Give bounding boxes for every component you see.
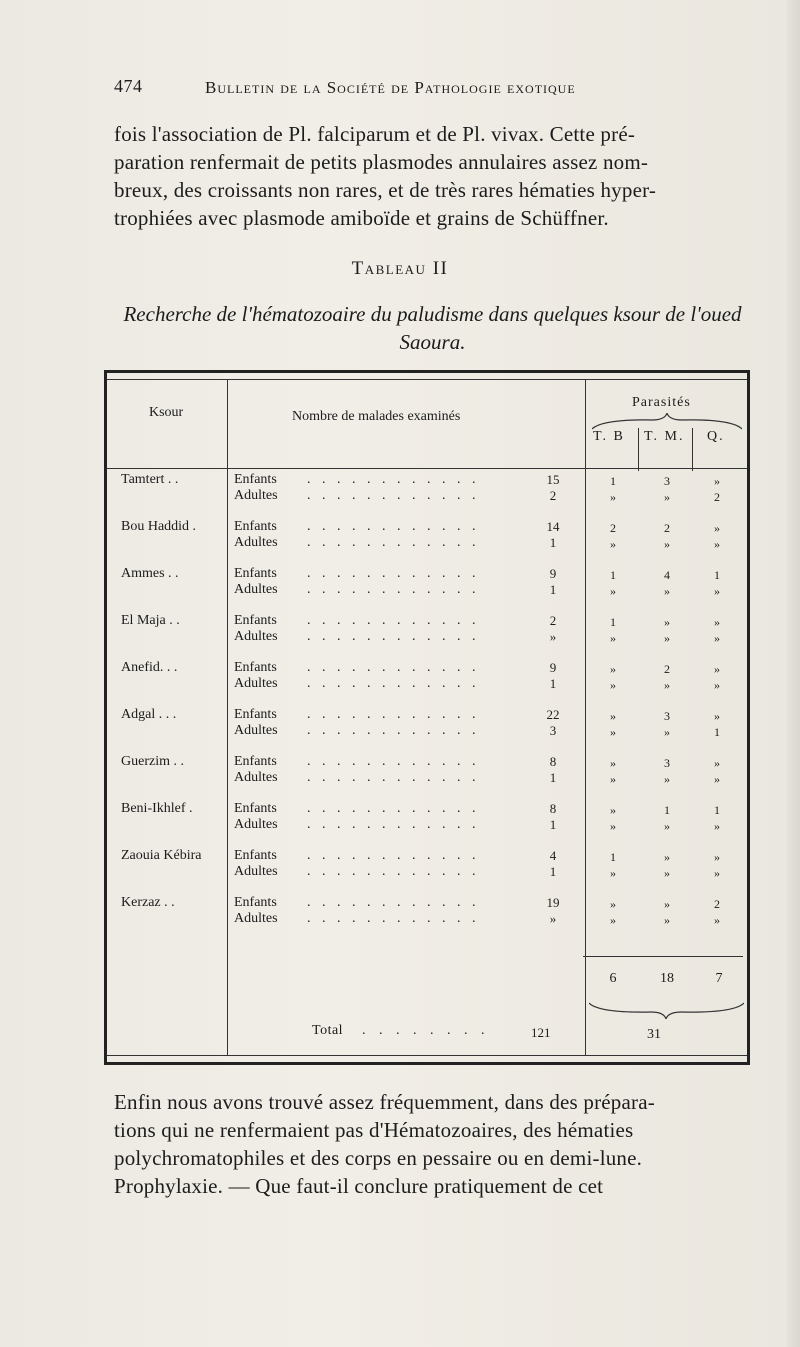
category-adultes: Adultes xyxy=(234,723,278,738)
page-number: 474 xyxy=(114,76,143,96)
tm-enfants: 3 xyxy=(664,474,670,488)
leader-dots: . . . . . . . . . . . . xyxy=(307,707,480,722)
tb-enfants: 1 xyxy=(610,568,616,582)
category-enfants: Enfants xyxy=(234,848,277,863)
examined-enfants: 14 xyxy=(546,519,560,534)
leader-dots: . . . . . . . . . . . . xyxy=(307,864,480,879)
tm-adultes: » xyxy=(664,631,670,645)
leader-dots: . . . . . . . . . . . . xyxy=(307,770,480,785)
q-enfants: 2 xyxy=(714,897,720,911)
tb-enfants: » xyxy=(610,662,616,676)
table-row xyxy=(107,799,747,831)
examined-adultes: 1 xyxy=(549,864,557,879)
header-ksour: Ksour xyxy=(149,405,184,420)
ksour-name: Adgal . . . xyxy=(121,707,177,722)
tm-enfants: » xyxy=(664,850,670,864)
table-bottom-rule xyxy=(107,1055,747,1056)
table-row xyxy=(107,611,747,643)
leader-dots: . . . . . . . . . . . . xyxy=(307,613,480,628)
table-row xyxy=(107,658,747,690)
category-enfants: Enfants xyxy=(234,660,277,675)
header-tb: T. B xyxy=(593,429,625,444)
leader-dots: . . . . . . . . . . . . xyxy=(307,660,480,675)
tm-adultes: » xyxy=(664,584,670,598)
tb-adultes: » xyxy=(610,631,616,645)
tm-adultes: » xyxy=(664,537,670,551)
q-adultes: 2 xyxy=(714,490,720,504)
ksour-name: Ammes . . xyxy=(121,566,179,581)
tb-enfants: 1 xyxy=(610,615,616,629)
header-q: Q. xyxy=(707,429,725,444)
brace-bottom xyxy=(589,1001,744,1019)
q-enfants: » xyxy=(714,850,720,864)
table-row xyxy=(107,893,747,925)
table-title: Tableau II xyxy=(351,258,449,279)
examined-adultes: 1 xyxy=(549,770,557,785)
examined-enfants: 19 xyxy=(546,895,560,910)
examined-adultes: » xyxy=(549,629,557,644)
q-adultes: » xyxy=(714,584,720,598)
parasite-col-divider xyxy=(638,428,639,471)
category-adultes: Adultes xyxy=(234,629,278,644)
q-enfants: » xyxy=(714,521,720,535)
q-adultes: » xyxy=(714,913,720,927)
leader-dots: . . . . . . . . . . . . xyxy=(307,911,480,926)
running-header xyxy=(110,72,750,102)
tb-enfants: » xyxy=(610,756,616,770)
examined-enfants: 9 xyxy=(549,566,557,581)
ksour-name: Guerzim . . xyxy=(121,754,184,769)
tm-enfants: 2 xyxy=(664,521,670,535)
tb-adultes: » xyxy=(610,537,616,551)
examined-adultes: 1 xyxy=(549,676,557,691)
tm-enfants: 4 xyxy=(664,568,670,582)
examined-adultes: 1 xyxy=(549,535,557,550)
category-adultes: Adultes xyxy=(234,770,278,785)
closing-line: polychromatophiles et des corps en pessaire ou en demi-lune. xyxy=(114,1146,643,1170)
intro-paragraph xyxy=(114,120,754,232)
header-nombre: Nombre de malades examinés xyxy=(292,409,461,424)
q-enfants: » xyxy=(714,615,720,629)
leader-dots: . . . . . . . . . . . . xyxy=(307,895,480,910)
tm-adultes: » xyxy=(664,678,670,692)
category-adultes: Adultes xyxy=(234,582,278,597)
page-edge xyxy=(786,0,800,1347)
category-adultes: Adultes xyxy=(234,676,278,691)
q-enfants: » xyxy=(714,756,720,770)
tm-enfants: 3 xyxy=(664,756,670,770)
tb-enfants: 1 xyxy=(610,850,616,864)
leader-dots: . . . . . . . . . . . . xyxy=(307,472,480,487)
data-table xyxy=(104,370,750,1065)
q-enfants: » xyxy=(714,709,720,723)
q-enfants: 1 xyxy=(714,568,720,582)
category-enfants: Enfants xyxy=(234,707,277,722)
q-adultes: » xyxy=(714,866,720,880)
tb-enfants: 2 xyxy=(610,521,616,535)
table-row xyxy=(107,517,747,549)
q-enfants: » xyxy=(714,474,720,488)
ksour-name: El Maja . . xyxy=(121,613,180,628)
subtotal-tm: 18 xyxy=(660,971,674,986)
total-examined: 121 xyxy=(531,1025,551,1040)
table-top-rule xyxy=(107,379,747,380)
closing-paragraph xyxy=(114,1088,754,1200)
leader-dots: . . . . . . . . . . . . xyxy=(307,566,480,581)
tm-adultes: » xyxy=(664,819,670,833)
leader-dots: . . . . . . . . . . . . xyxy=(307,754,480,769)
total-label: Total xyxy=(312,1023,344,1038)
tb-adultes: » xyxy=(610,819,616,833)
leader-dots: . . . . . . . . . . . . xyxy=(307,629,480,644)
q-adultes: » xyxy=(714,819,720,833)
tb-enfants: » xyxy=(610,803,616,817)
closing-line: Enfin nous avons trouvé assez fréquemment, dans des prépara- xyxy=(114,1090,655,1114)
category-adultes: Adultes xyxy=(234,535,278,550)
leader-dots: . . . . . . . . . . . . xyxy=(307,801,480,816)
header-rule xyxy=(107,468,747,469)
tm-enfants: » xyxy=(664,897,670,911)
tb-adultes: » xyxy=(610,913,616,927)
tm-enfants: 2 xyxy=(664,662,670,676)
intro-line: trophiées avec plasmode amiboïde et grains de Schüffner. xyxy=(114,206,609,230)
leader-dots: . . . . . . . . . . . . xyxy=(307,519,480,534)
table-row xyxy=(107,752,747,784)
tb-enfants: » xyxy=(610,897,616,911)
category-enfants: Enfants xyxy=(234,613,277,628)
category-adultes: Adultes xyxy=(234,817,278,832)
tb-adultes: » xyxy=(610,490,616,504)
examined-adultes: 2 xyxy=(549,488,557,503)
intro-line: breux, des croissants non rares, et de très rares hématies hyper- xyxy=(114,178,657,202)
closing-line: tions qui ne renfermaient pas d'Hématozoaires, des hématies xyxy=(114,1118,634,1142)
examined-adultes: 1 xyxy=(549,817,557,832)
total-dots: . . . . . . . . xyxy=(362,1023,490,1038)
ksour-name: Beni-Ikhlef . xyxy=(121,801,193,816)
header-tm: T. M. xyxy=(644,429,685,444)
examined-enfants: 8 xyxy=(549,754,557,769)
table-caption: Recherche de l'hématozoaire du paludisme dans quelques ksour de l'oued Saoura. xyxy=(123,302,742,354)
ksour-name: Tamtert . . xyxy=(121,472,179,487)
parasite-col-divider xyxy=(692,428,693,471)
leader-dots: . . . . . . . . . . . . xyxy=(307,582,480,597)
ksour-name: Zaouia Kébira xyxy=(121,848,202,863)
tm-adultes: » xyxy=(664,725,670,739)
category-adultes: Adultes xyxy=(234,864,278,879)
category-enfants: Enfants xyxy=(234,754,277,769)
total-parasites: 31 xyxy=(647,1027,661,1042)
leader-dots: . . . . . . . . . . . . xyxy=(307,723,480,738)
tm-adultes: » xyxy=(664,913,670,927)
intro-line: fois l'association de Pl. falciparum et de Pl. vivax. Cette pré- xyxy=(114,122,636,146)
tm-adultes: » xyxy=(664,772,670,786)
tm-adultes: » xyxy=(664,866,670,880)
tb-enfants: 1 xyxy=(610,474,616,488)
q-adultes: » xyxy=(714,537,720,551)
tm-enfants: 1 xyxy=(664,803,670,817)
category-enfants: Enfants xyxy=(234,566,277,581)
q-adultes: » xyxy=(714,772,720,786)
examined-enfants: 8 xyxy=(549,801,557,816)
q-adultes: 1 xyxy=(714,725,720,739)
intro-line: paration renfermait de petits plasmodes annulaires assez nom- xyxy=(114,150,649,174)
running-title: Bulletin de la Société de Pathologie exotique xyxy=(205,78,576,97)
tm-enfants: » xyxy=(664,615,670,629)
category-enfants: Enfants xyxy=(234,801,277,816)
table-row xyxy=(107,705,747,737)
examined-adultes: » xyxy=(549,911,557,926)
examined-enfants: 4 xyxy=(549,848,557,863)
category-adultes: Adultes xyxy=(234,911,278,926)
header-parasites: Parasités xyxy=(632,395,691,410)
examined-enfants: 9 xyxy=(549,660,557,675)
table-row xyxy=(107,564,747,596)
tb-adultes: » xyxy=(610,866,616,880)
ksour-name: Anefid. . . xyxy=(121,660,178,675)
table-row xyxy=(107,846,747,878)
leader-dots: . . . . . . . . . . . . xyxy=(307,817,480,832)
closing-line: Prophylaxie. — Que faut-il conclure pratiquement de cet xyxy=(114,1174,604,1198)
leader-dots: . . . . . . . . . . . . xyxy=(307,848,480,863)
ksour-name: Bou Haddid . xyxy=(121,519,197,534)
category-enfants: Enfants xyxy=(234,895,277,910)
category-adultes: Adultes xyxy=(234,488,278,503)
tb-adultes: » xyxy=(610,584,616,598)
examined-adultes: 3 xyxy=(549,723,557,738)
q-adultes: » xyxy=(714,678,720,692)
tb-enfants: » xyxy=(610,709,616,723)
examined-adultes: 1 xyxy=(549,582,557,597)
tm-adultes: » xyxy=(664,490,670,504)
leader-dots: . . . . . . . . . . . . xyxy=(307,488,480,503)
q-enfants: » xyxy=(714,662,720,676)
leader-dots: . . . . . . . . . . . . xyxy=(307,535,480,550)
tb-adultes: » xyxy=(610,725,616,739)
subtotal-tb: 6 xyxy=(609,971,617,986)
subtotal-q: 7 xyxy=(715,971,723,986)
table-row xyxy=(107,470,747,502)
examined-enfants: 22 xyxy=(546,707,560,722)
tm-enfants: 3 xyxy=(664,709,670,723)
tb-adultes: » xyxy=(610,772,616,786)
q-enfants: 1 xyxy=(714,803,720,817)
category-enfants: Enfants xyxy=(234,472,277,487)
q-adultes: » xyxy=(714,631,720,645)
examined-enfants: 15 xyxy=(546,472,560,487)
examined-enfants: 2 xyxy=(549,613,557,628)
category-enfants: Enfants xyxy=(234,519,277,534)
subtotal-rule xyxy=(583,956,743,957)
ksour-name: Kerzaz . . xyxy=(121,895,175,910)
leader-dots: . . . . . . . . . . . . xyxy=(307,676,480,691)
tb-adultes: » xyxy=(610,678,616,692)
